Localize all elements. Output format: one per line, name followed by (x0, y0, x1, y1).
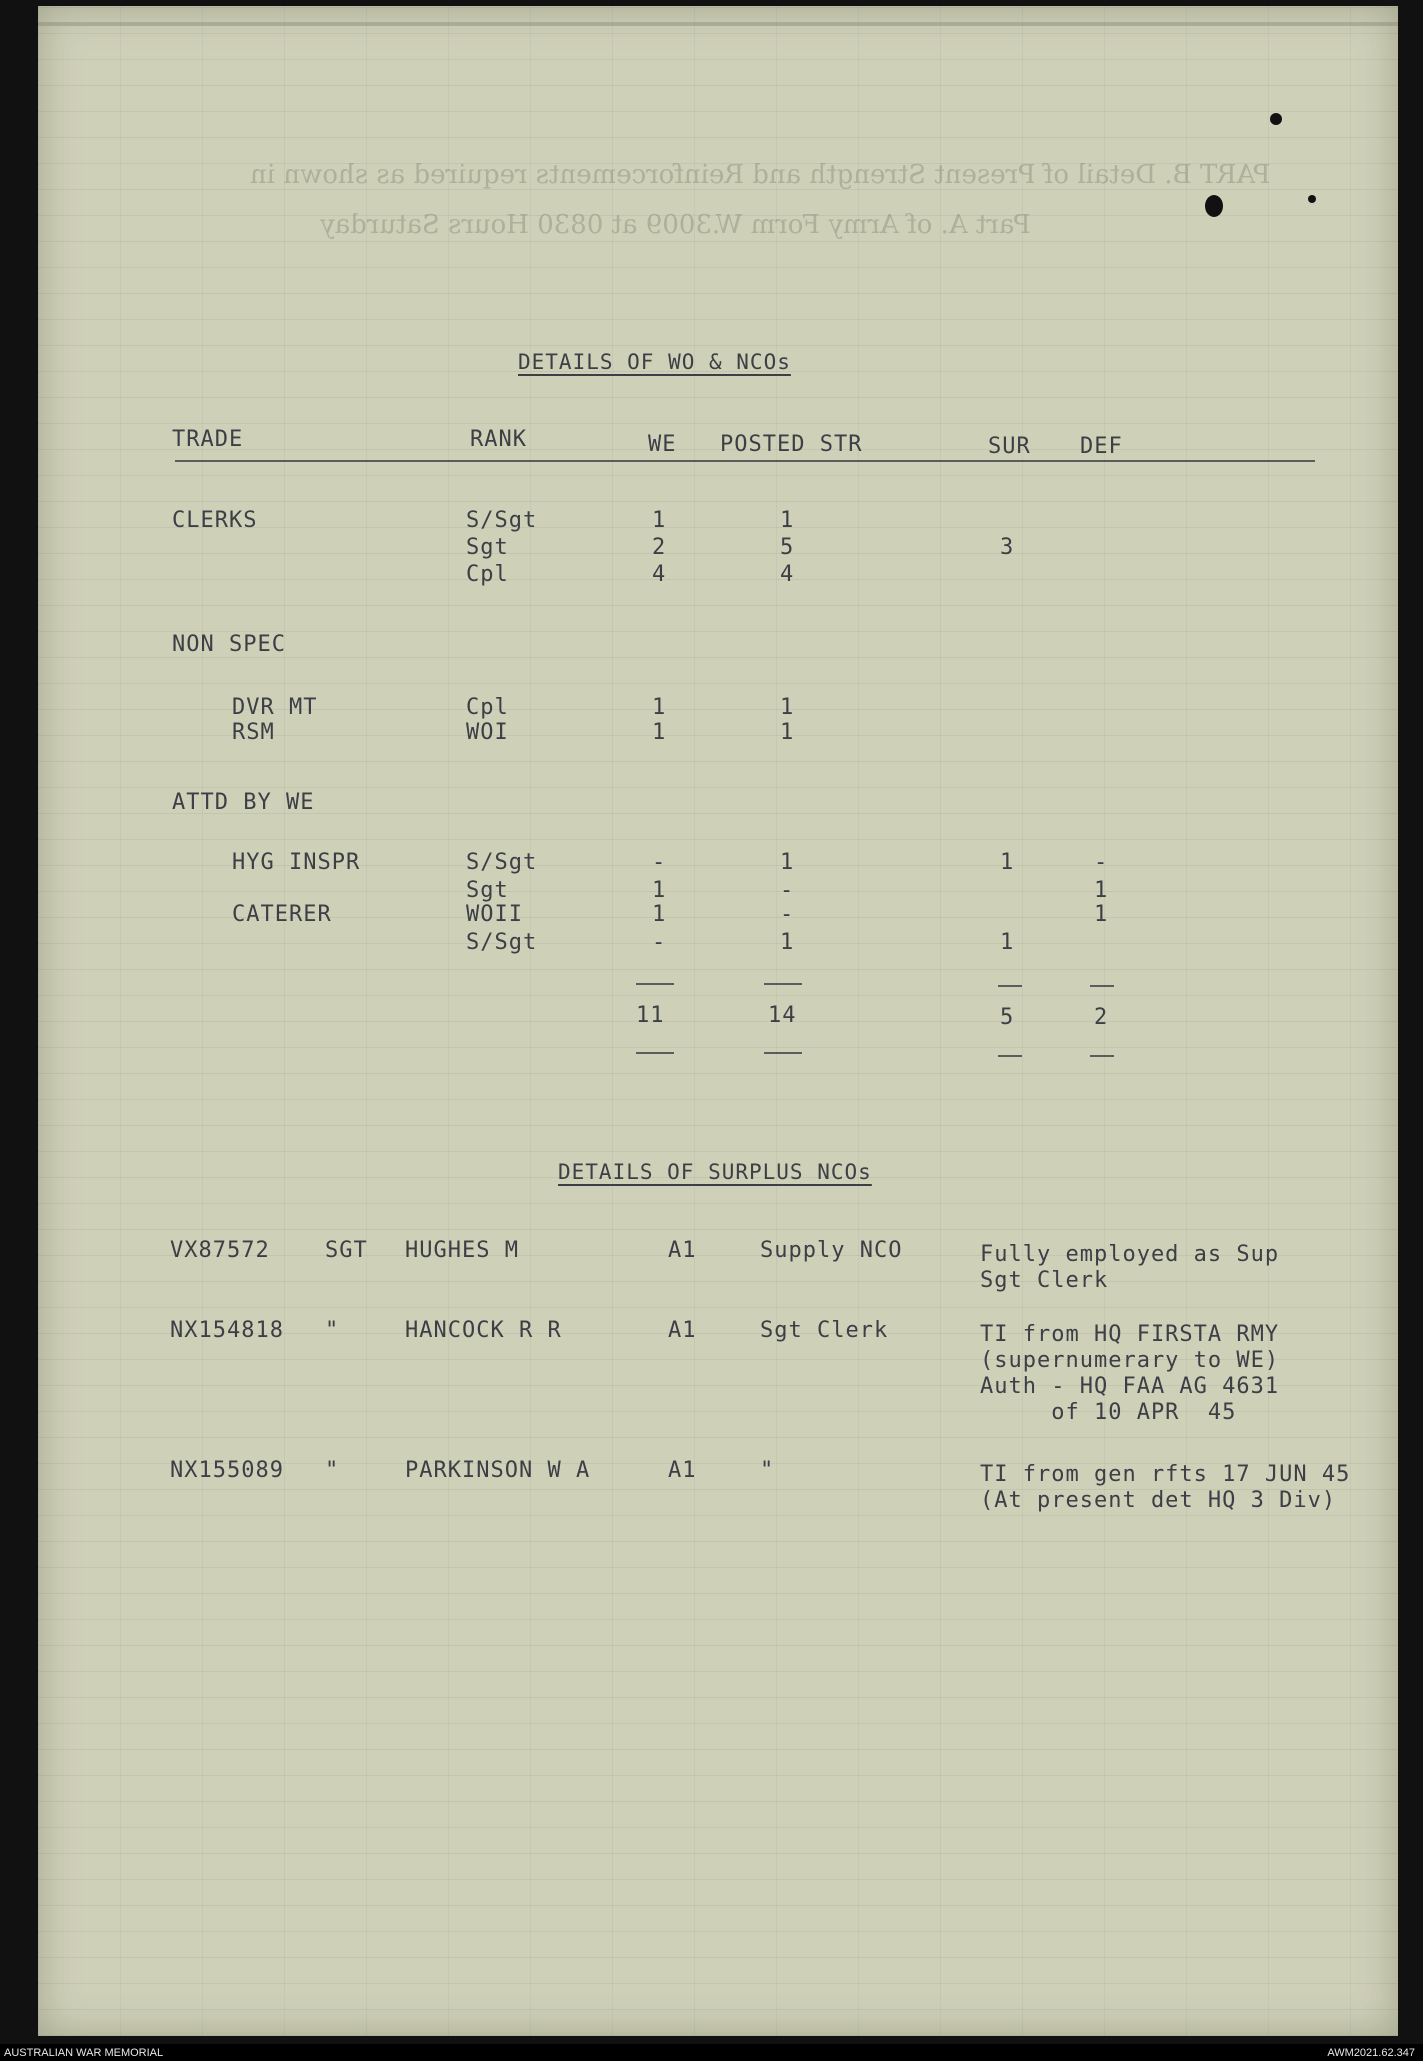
row-rank: S/Sgt (466, 508, 538, 533)
header-rule (175, 460, 1315, 462)
row-trade: NON SPEC (172, 632, 286, 657)
total-rule (636, 1052, 674, 1054)
surplus-remark: Auth - HQ FAA AG 4631 (980, 1374, 1280, 1399)
row-def: 1 (1094, 902, 1109, 927)
row-str: 1 (780, 930, 795, 955)
section-title-wo-ncos: DETAILS OF WO & NCOs (518, 350, 791, 374)
row-rank: Cpl (466, 695, 509, 720)
row-we: 2 (652, 535, 667, 560)
row-rank: Cpl (466, 562, 509, 587)
total-sur: 5 (1000, 1005, 1015, 1030)
row-def: 1 (1094, 878, 1109, 903)
row-rank: Sgt (466, 878, 509, 903)
total-we: 11 (636, 1003, 665, 1028)
total-rule (998, 1055, 1022, 1057)
surplus-grade: A1 (668, 1238, 697, 1263)
surplus-remark: (supernumerary to WE) (980, 1348, 1280, 1373)
total-str: 14 (768, 1003, 797, 1028)
surplus-name: HUGHES M (405, 1238, 519, 1263)
ink-blot (1270, 113, 1282, 125)
row-sur: 3 (1000, 535, 1015, 560)
row-str: 1 (780, 720, 795, 745)
row-trade: HYG INSPR (232, 850, 361, 875)
row-rank: S/Sgt (466, 850, 538, 875)
bleed-through-text: Part A. of Army Form W.3009 at 0830 Hours Saturday (320, 210, 1031, 240)
header-posted-str: POSTED STR (720, 432, 863, 457)
row-we: - (652, 850, 667, 875)
row-we: - (652, 930, 667, 955)
surplus-remark: Sgt Clerk (980, 1268, 1109, 1293)
row-def: - (1094, 850, 1109, 875)
row-str: - (780, 902, 795, 927)
surplus-grade: A1 (668, 1318, 697, 1343)
row-str: - (780, 878, 795, 903)
archive-footer (0, 2044, 1423, 2061)
bleed-through-text: PART B. Detail of Present Strength and Reinforcements required as shown in (250, 160, 1271, 190)
surplus-number: NX155089 (170, 1458, 284, 1483)
header-we: WE (648, 432, 677, 457)
header-def: DEF (1080, 434, 1123, 459)
row-str: 1 (780, 508, 795, 533)
ink-blot (1308, 195, 1316, 203)
row-trade: CATERER (232, 902, 332, 927)
surplus-rank: " (325, 1458, 340, 1483)
surplus-name: HANCOCK R R (405, 1318, 562, 1343)
row-sur: 1 (1000, 930, 1015, 955)
row-str: 1 (780, 850, 795, 875)
document-page (38, 6, 1398, 2036)
row-we: 1 (652, 508, 667, 533)
surplus-rank: " (325, 1318, 340, 1343)
archive-name: AUSTRALIAN WAR MEMORIAL (4, 2047, 164, 2059)
row-we: 4 (652, 562, 667, 587)
total-rule (1090, 985, 1114, 987)
surplus-remark: Fully employed as Sup (980, 1242, 1280, 1267)
total-rule (1090, 1055, 1114, 1057)
row-str: 5 (780, 535, 795, 560)
surplus-rank: SGT (325, 1238, 368, 1263)
row-sur: 1 (1000, 850, 1015, 875)
archive-reference: AWM2021.62.347 (1327, 2047, 1415, 2059)
surplus-number: NX154818 (170, 1318, 284, 1343)
surplus-remark: (At present det HQ 3 Div) (980, 1488, 1337, 1513)
row-rank: WOI (466, 720, 509, 745)
surplus-role: Supply NCO (760, 1238, 903, 1263)
ink-blot (1205, 195, 1223, 217)
surplus-grade: A1 (668, 1458, 697, 1483)
row-trade: ATTD BY WE (172, 790, 315, 815)
total-rule (636, 983, 674, 985)
row-we: 1 (652, 878, 667, 903)
row-we: 1 (652, 902, 667, 927)
surplus-role: " (760, 1458, 775, 1483)
row-we: 1 (652, 720, 667, 745)
row-rank: WOII (466, 902, 523, 927)
surplus-remark: TI from HQ FIRSTA RMY (980, 1322, 1280, 1347)
total-rule (764, 983, 802, 985)
header-sur: SUR (988, 434, 1031, 459)
paper-fold (38, 22, 1398, 26)
section-title-surplus-ncos: DETAILS OF SURPLUS NCOs (558, 1160, 872, 1184)
row-str: 1 (780, 695, 795, 720)
row-trade: DVR MT (232, 695, 318, 720)
row-rank: Sgt (466, 535, 509, 560)
total-def: 2 (1094, 1005, 1109, 1030)
surplus-name: PARKINSON W A (405, 1458, 591, 1483)
row-str: 4 (780, 562, 795, 587)
row-we: 1 (652, 695, 667, 720)
row-trade: CLERKS (172, 508, 258, 533)
surplus-remark: of 10 APR 45 (980, 1400, 1237, 1425)
total-rule (998, 985, 1022, 987)
surplus-remark: TI from gen rfts 17 JUN 45 (980, 1462, 1351, 1487)
surplus-number: VX87572 (170, 1238, 270, 1263)
header-trade: TRADE (172, 427, 244, 452)
surplus-role: Sgt Clerk (760, 1318, 889, 1343)
total-rule (764, 1052, 802, 1054)
row-rank: S/Sgt (466, 930, 538, 955)
row-trade: RSM (232, 720, 275, 745)
header-rank: RANK (470, 427, 527, 452)
